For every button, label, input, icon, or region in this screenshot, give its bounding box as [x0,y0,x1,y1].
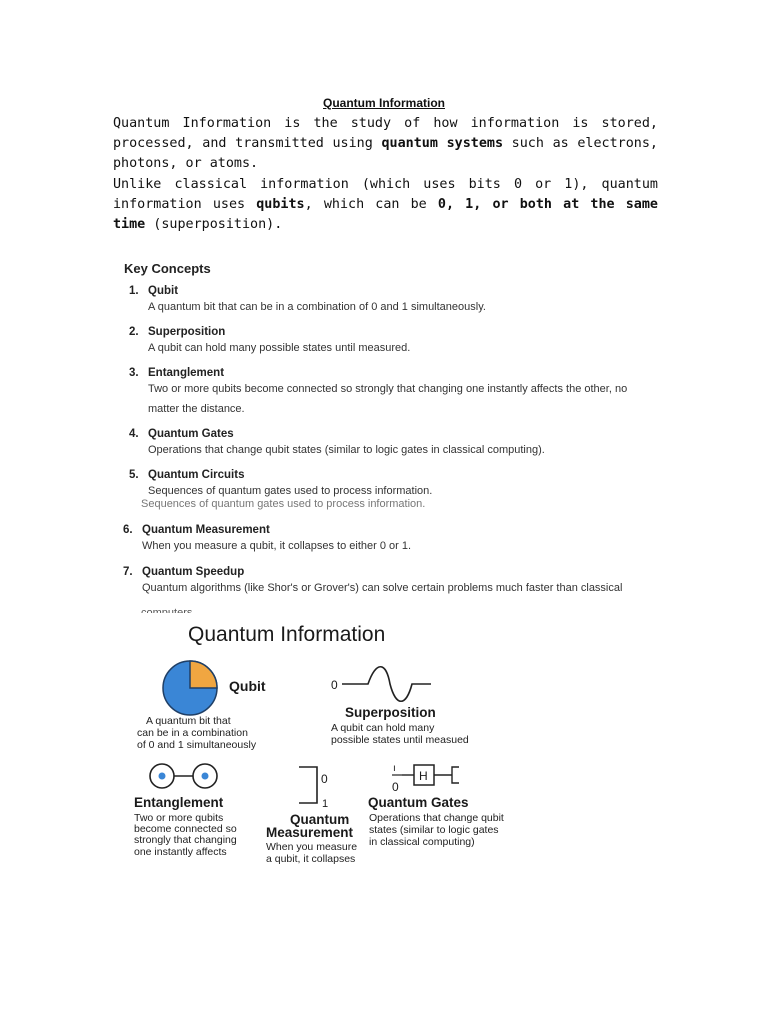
intro-text: , which can be [304,196,438,212]
measurement-one-label: 1 [322,798,329,810]
concept-title-text: Entanglement [148,367,225,379]
concept-description: A quantum bit that can be in a combination of 0 and 1 simultaneously. [148,301,486,313]
concept-title [129,428,649,440]
concept-entanglement [129,367,649,419]
concept-description: When you measure a qubit, it collapses to either 0 or 1. [142,540,412,552]
concept-quantum-speedup [123,566,653,598]
superposition-zero-label: 0 [331,678,338,692]
gates-desc-line: states (similar to logic gates [369,824,499,836]
concept-title [129,285,629,297]
intro-paragraph-1 [113,114,658,175]
concept-title [129,326,629,338]
entanglement-desc-line: become connected so [134,823,237,835]
measurement-desc-line: a qubit, it collapses [266,853,356,865]
ghost-text: Sequences of quantum gates used to process information. [141,498,426,510]
concept-title [129,367,649,379]
intro-text: such as electrons, photons, or atoms. [113,136,658,172]
concept-title-text: Quantum Gates [148,428,234,440]
gate-input-top-label: ı [393,763,396,774]
concept-quantum-circuits [129,469,649,501]
hadamard-gate-label: H [419,769,428,783]
concept-number: 2. [129,326,139,338]
superposition-label: Superposition [345,705,436,720]
gates-desc-line: Operations that change qubit [369,812,504,824]
intro-bold: qubits [256,196,305,212]
concept-title [123,524,643,536]
entanglement-desc-line: Two or more qubits [134,812,224,824]
concept-title-text: Qubit [148,285,179,297]
gate-zero-label: 0 [392,780,399,794]
intro-text: Quantum Information is the study of how information is stored, processed, and transmitted using [113,116,658,152]
quantum-gates-label: Quantum Gates [368,795,469,810]
qubit-pie-icon [163,661,217,715]
concept-description: Two or more qubits become connected so strongly that changing one instantly affects the other, no matter the distance. [148,383,628,415]
infographic-title: Quantum Information [188,623,386,646]
measurement-label-line: Quantum [290,812,350,827]
concept-description: Operations that change qubit states (similar to logic gates in classical computing). [148,444,545,456]
qubit-desc-line: of 0 and 1 simultaneously [137,739,257,751]
concept-title-text: Superposition [148,326,226,338]
intro-bold: quantum systems [381,136,503,152]
concept-title-text: Quantum Measurement [142,524,270,536]
concept-number: 3. [129,367,139,379]
concept-quantum-gates [129,428,649,460]
concept-description: Quantum algorithms (like Shor's or Grover's) can solve certain problems much faster than classical [142,582,623,594]
concept-description: A qubit can hold many possible states until measured. [148,342,411,354]
entangled-qubit-dot [202,773,209,780]
concept-description: Sequences of quantum gates used to process information. [148,485,433,497]
superposition-desc-line: possible states until measued [331,734,469,746]
concept-title-text: Quantum Circuits [148,469,245,481]
entanglement-desc-line: one instantly affects [134,846,227,858]
concept-number: 6. [123,524,133,536]
qubit-desc-line: can be in a combination [137,727,248,739]
entangled-qubit-dot [159,773,166,780]
quantum-infographic [118,613,536,867]
measurement-label-line: Measurement [266,825,354,840]
key-concepts-heading: Key Concepts [124,261,211,276]
concept-title [123,566,653,578]
entanglement-label: Entanglement [134,795,224,810]
measurement-zero-label: 0 [321,772,328,786]
entanglement-desc-line: strongly that changing [134,834,237,846]
document-title: Quantum Information [323,96,445,110]
qubit-label: Qubit [229,678,266,694]
concept-quantum-measurement [123,524,643,556]
overlap-ghost-line [141,498,451,513]
measurement-desc-line: When you measure [266,841,358,853]
concept-number: 1. [129,285,139,297]
qubit-desc-line: A quantum bit that [146,715,231,727]
superposition-desc-line: A qubit can hold many [331,722,435,734]
gates-desc-line: in classical computing) [369,836,475,848]
concept-number: 7. [123,566,133,578]
concept-superposition [129,326,629,358]
intro-text: Unlike classical information (which uses bits 0 or 1), quantum information uses [113,176,658,212]
concept-title-text: Quantum Speedup [142,566,245,578]
concept-number: 5. [129,469,139,481]
concept-number: 4. [129,428,139,440]
concept-qubit [129,285,629,317]
intro-bold: 0, 1, or both at the same time [113,196,658,233]
intro-paragraph-2 [113,175,658,236]
intro-section [113,114,658,235]
intro-text: (superposition). [145,217,283,233]
concept-title [129,469,649,481]
